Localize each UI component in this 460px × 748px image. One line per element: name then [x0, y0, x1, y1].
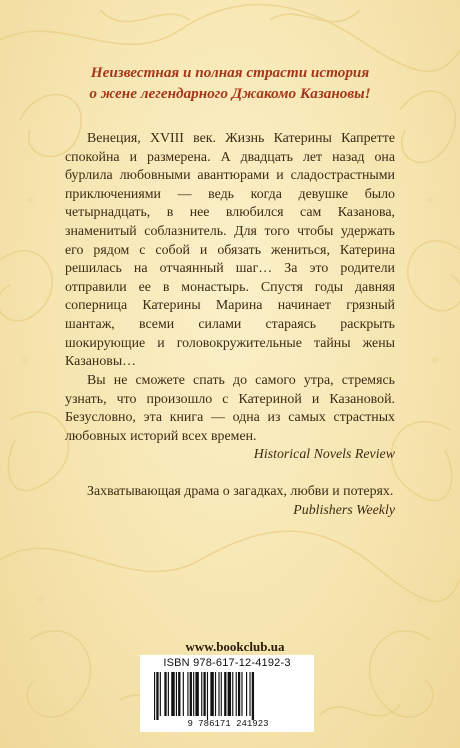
barcode-bar	[221, 672, 222, 716]
barcode-bar	[215, 672, 216, 716]
synopsis-paragraph: Венеция, XVIII век. Жизнь Катерины Капретте спокойна и размерена. А двадцать лет назад она бурлила любовными авантюрами и сладострастными приключениями — ведь когда девушке было четырнадцать, в нее влюбился сам Казанова, знаменитый соблазнитель. Для того чтобы удержать его рядом с собой и обязать жениться, Катерина решилась на отчаянный шаг… За это родители отправили ее в монастырь. Спустя годы давняя соперница Катерины Марина начинает грязный шантаж, всеми силами стараясь раскрыть шокирующие и головокружительные тайны жены Казановы…	[65, 131, 395, 370]
barcode-bar	[232, 672, 233, 716]
barcode	[148, 672, 308, 728]
review-text: Вы не сможете спать до самого утра, стремясь узнать, что произошло с Катериной и Казановой. Безусловно, эта книга — одна из самых страстных любовных историй всех времен.	[65, 373, 395, 444]
tagline-line-1: Неизвестная и полная страсти история	[90, 64, 370, 81]
tagline	[40, 62, 420, 104]
review-quote	[65, 372, 395, 465]
barcode-bar	[203, 672, 205, 716]
barcode-bar	[224, 672, 226, 716]
barcode-bar	[195, 672, 198, 716]
barcode-bar	[156, 672, 158, 720]
review-text: Захватывающая драма о загадках, любви и потерях.	[87, 484, 394, 499]
barcode-bar	[246, 672, 247, 716]
barcode-bar	[249, 672, 250, 716]
barcode-bar	[193, 672, 194, 716]
isbn-number: ISBN 978-617-12-4192-3	[163, 657, 291, 669]
publisher-website: www.bookclub.ua	[185, 639, 285, 654]
barcode-bar	[183, 672, 184, 716]
barcode-bar	[238, 672, 240, 716]
barcode-bar	[160, 672, 161, 716]
barcode-bar	[210, 672, 213, 716]
review-source: Historical Novels Review	[253, 447, 395, 463]
barcode-bar	[236, 672, 237, 716]
review-quote	[65, 483, 395, 520]
barcode-bar	[176, 672, 177, 716]
barcode-bar	[207, 672, 208, 720]
barcode-digits: 9 786171 241923	[187, 719, 269, 728]
barcode-bar	[190, 672, 192, 716]
barcode-bar	[171, 672, 174, 716]
review-source: Publishers Weekly	[293, 502, 395, 518]
barcode-bar	[252, 672, 254, 720]
barcode-bar	[178, 672, 180, 716]
barcode-bar	[228, 672, 231, 716]
barcode-bar	[241, 672, 242, 716]
barcode-bar	[164, 672, 166, 716]
tagline-line-2: о жене легендарного Джакомо Казановы!	[89, 85, 371, 102]
barcode-bar	[168, 672, 169, 716]
barcode-bar	[201, 672, 202, 716]
isbn-barcode-block	[140, 655, 314, 732]
barcode-bar	[218, 672, 219, 716]
barcode-bar	[154, 672, 155, 720]
barcode-bar	[187, 672, 188, 716]
